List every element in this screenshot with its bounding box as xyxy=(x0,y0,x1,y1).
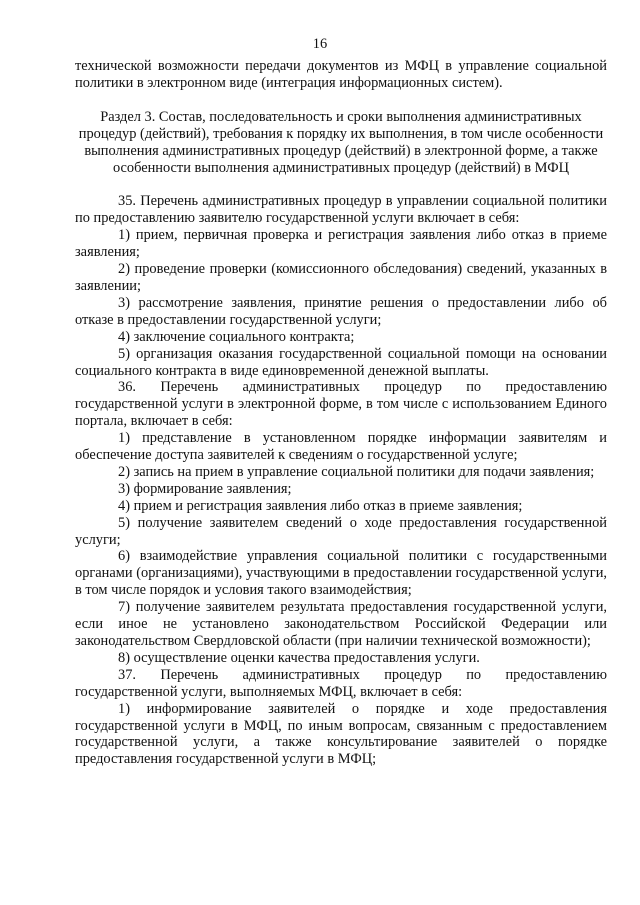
list-item: 5) организация оказания государственной социальной помощи на основании социального контракта в виде единовременной денежной выплаты. xyxy=(75,345,607,379)
list-item: 5) получение заявителем сведений о ходе предоставления государственной услуги; xyxy=(75,514,607,548)
paragraph-36: 36. Перечень административных процедур по предоставлению государственной услуги в электронной форме, в том числе с использованием Единого портала, включает в себя: xyxy=(75,379,607,430)
document-body xyxy=(75,58,607,768)
list-item: 2) проведение проверки (комиссионного обследования) сведений, указанных в заявлении; xyxy=(75,261,607,294)
paragraph-35: 35. Перечень административных процедур в управлении социальной политики по предоставлению заявителю государственной услуги включает в себя: xyxy=(75,193,607,227)
list-item: 1) информирование заявителей о порядке и ходе предоставления государственной услуги в МФЦ, по иным вопросам, связанным с предоставлением государственной услуги, а также консультирование заявителей о порядке предоставления государственной услуги в МФЦ; xyxy=(75,700,607,768)
list-item: 4) прием и регистрация заявления либо отказ в приеме заявления; xyxy=(118,497,523,514)
page-number: 16 xyxy=(312,36,328,52)
list-item: 2) запись на прием в управление социальной политики для подачи заявления; xyxy=(118,463,595,480)
section-heading: Раздел 3. Состав, последовательность и сроки выполнения административных процедур (действий), требования к порядку их выполнения, в том числе особенности выполнения административных процедур (действий) в электронной форме, а также особенности выполнения административных процедур (действий) в МФЦ xyxy=(78,108,604,176)
list-item: 1) прием, первичная проверка и регистрация заявления либо отказ в приеме заявления; xyxy=(75,227,607,261)
list-item: 1) представление в установленном порядке информации заявителям и обеспечение доступа заявителей к сведениям о государственной услуге; xyxy=(75,430,607,464)
list-item: 4) заключение социального контракта; xyxy=(118,328,355,345)
list-item: 3) рассмотрение заявления, принятие решения о предоставлении либо об отказе в предоставлении государственной услуги; xyxy=(75,294,607,328)
list-item: 6) взаимодействие управления социальной политики с государственными органами (организациями), участвующими в предоставлении государственной услуги, в том числе порядок и условия такого взаимодействия; xyxy=(75,548,607,599)
list-item: 7) получение заявителем результата предоставления государственной услуги, если иное не установлено законодательством Российской Федерации или законодательством Свердловской области (при наличии технической возможности); xyxy=(75,599,607,649)
continuation-paragraph: технической возможности передачи документов из МФЦ в управление социальной политики в электронном виде (интеграция информационных систем). xyxy=(75,58,607,91)
list-item: 3) формирование заявления; xyxy=(118,480,292,497)
paragraph-37: 37. Перечень административных процедур по предоставлению государственной услуги, выполняемых МФЦ, включает в себя: xyxy=(75,666,607,700)
list-item: 8) осуществление оценки качества предоставления услуги. xyxy=(118,649,480,666)
